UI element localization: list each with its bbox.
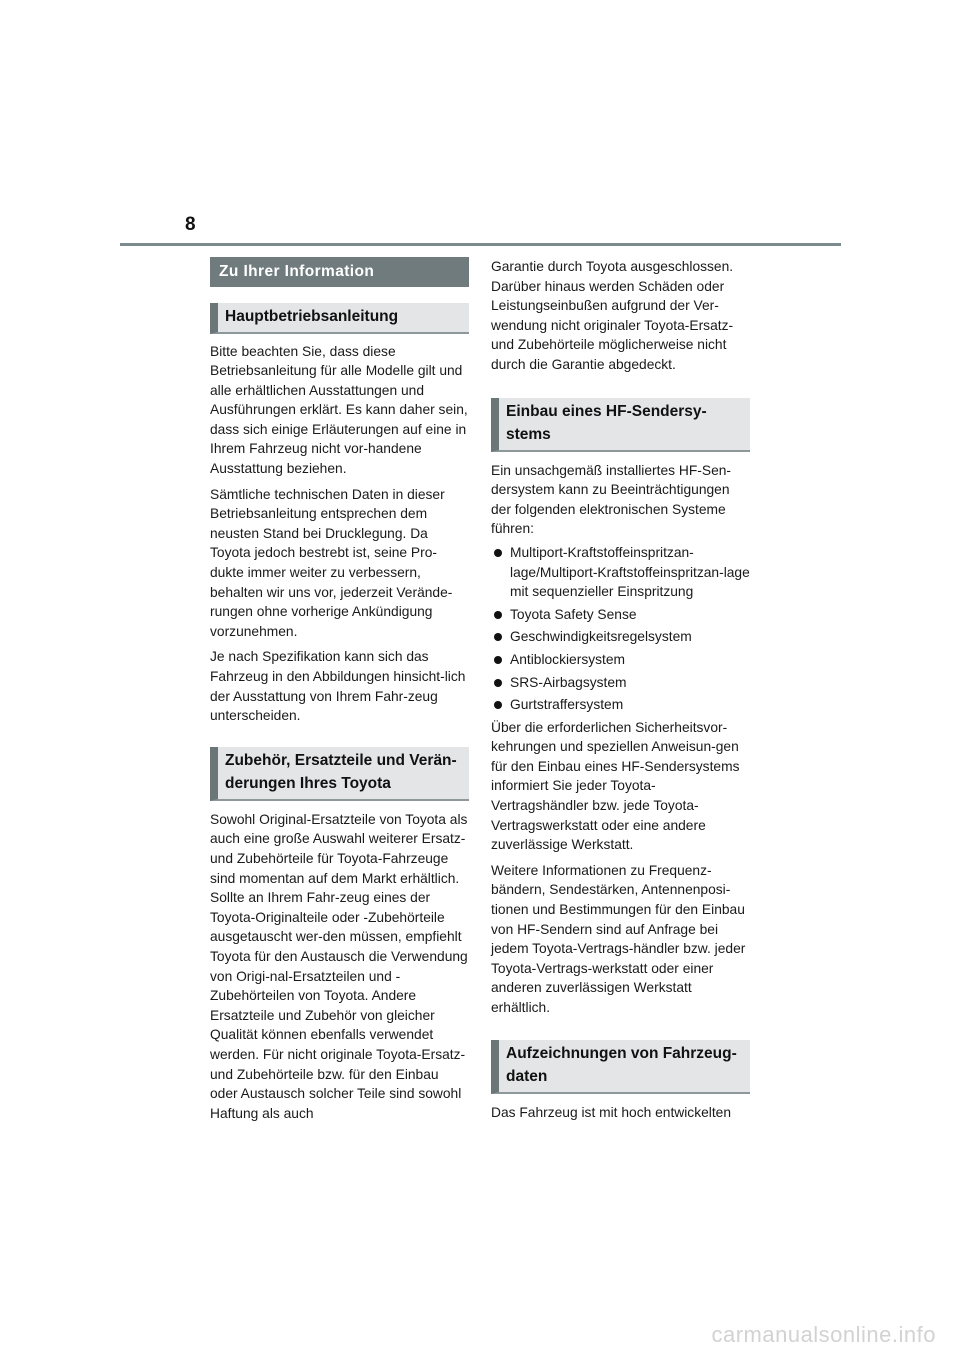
bullet-icon: [494, 611, 502, 619]
bullet-icon: [494, 679, 502, 687]
list-item: SRS-Airbagsystem: [491, 673, 750, 693]
bullet-icon: [494, 549, 502, 557]
list-item: Antiblockiersystem: [491, 650, 750, 670]
subheading-hf-sendersystem: Einbau eines HF-Sendersy-stems: [491, 398, 750, 452]
paragraph: Sämtliche technischen Daten in dieser Betriebsanleitung entsprechen dem neusten Stand bei Drucklegung. Da Toyota jedoch bestrebt ist, seine Pro-dukte immer weiter zu verbessern, behalten wir uns vor, jederzeit Verände-rungen ohne vorherige Ankündigung vorzunehmen.: [210, 486, 453, 639]
list-item: Geschwindigkeitsregelsystem: [491, 627, 750, 647]
bullet-icon: [494, 656, 502, 664]
bullet-icon: [494, 633, 502, 641]
subheading-zubehoer: Zubehör, Ersatzteile und Verän-derungen Ihres Toyota: [210, 747, 469, 801]
subheading-fahrzeugdaten: Aufzeichnungen von Fahrzeug-daten: [491, 1040, 750, 1094]
bullet-icon: [494, 701, 502, 709]
list-item: Toyota Safety Sense: [491, 605, 750, 625]
paragraph: Sowohl Original-Ersatzteile von Toyota als auch eine große Auswahl weiterer Ersatz- und Zubehörteile für Toyota-Fahrzeuge sind momentan auf dem Markt erhältlich. Sollte an Ihrem Fahr-zeug eines der Toyota-Originalteile oder -Zubehörteile ausgetauscht wer-den müssen, empfiehlt Toyota für den Austausch die Verwendung von Origi-nal-Ersatzteilen und -Zubehörteilen von Toyota. Andere Ersatzteile und Zubehör von gleicher Qualität können ebenfalls verwendet werden. Für nicht originale Toyota-Ersatz- und Zubehörteile bzw. für den Einbau oder Austausch solcher Teile sind sowohl Haftung als auch: [210, 811, 468, 1121]
right-column: [491, 257, 750, 1122]
header-divider: [120, 243, 841, 246]
paragraph: Bitte beachten Sie, dass diese Betriebsanleitung für alle Modelle gilt und alle erhältlichen Ausstattungen und Ausführungen erklärt. Es kann daher sein, dass sich einige Erläuterungen auf eine in Ihrem Fahrzeug nicht vor-handene Ausstattung beziehen.: [210, 343, 468, 477]
paragraph: Das Fahrzeug ist mit hoch entwickelten: [491, 1104, 732, 1120]
paragraph: Ein unsachgemäß installiertes HF-Sen-dersystem kann zu Beeinträchtigungen der folgenden elektronischen Systeme führen:: [491, 462, 732, 537]
list-item: Gurtstraffersystem: [491, 695, 750, 715]
subheading-hauptbetriebsanleitung: Hauptbetriebsanleitung: [210, 303, 469, 334]
paragraph: Weitere Informationen zu Frequenz-bändern, Sendestärken, Antennenposi-tionen und Bestimmungen für den Einbau von HF-Sendern sind auf Anfrage bei jedem Toyota-Vertrags-händler bzw. jeder Toyota-Vertrags-werkstatt oder einer anderen zuverlässigen Werkstatt erhältlich.: [491, 862, 746, 1015]
system-list: [491, 543, 750, 715]
paragraph: Je nach Spezifikation kann sich das Fahrzeug in den Abbildungen hinsicht-lich der Ausstattung von Ihrem Fahr-zeug unterscheiden.: [210, 649, 466, 724]
paragraph: Garantie durch Toyota ausgeschlossen. Darüber hinaus werden Schäden oder Leistungseinbußen aufgrund der Ver-wendung nicht originaler Toyota-Ersatz- und Zubehörteile möglicherweise nicht durch die Garantie abgedeckt.: [491, 259, 734, 372]
page-number: 8: [185, 214, 196, 235]
paragraph: Über die erforderlichen Sicherheitsvor-kehrungen und speziellen Anweisun-gen für den Einbau eines HF-Sendersystems informiert Sie jeder Toyota-Vertragshändler bzw. jede Toyota-Vertragswerkstatt oder eine andere zuverlässige Werkstatt.: [491, 719, 740, 853]
watermark: carmanualsonline.info: [711, 1322, 936, 1347]
left-column: [210, 257, 469, 1123]
section-title: Zu Ihrer Information: [210, 257, 469, 287]
list-item: Multiport-Kraftstoffeinspritzan-lage/Multiport-Kraftstoffeinspritzan-lage mit sequenzieller Einspritzung: [491, 543, 750, 602]
